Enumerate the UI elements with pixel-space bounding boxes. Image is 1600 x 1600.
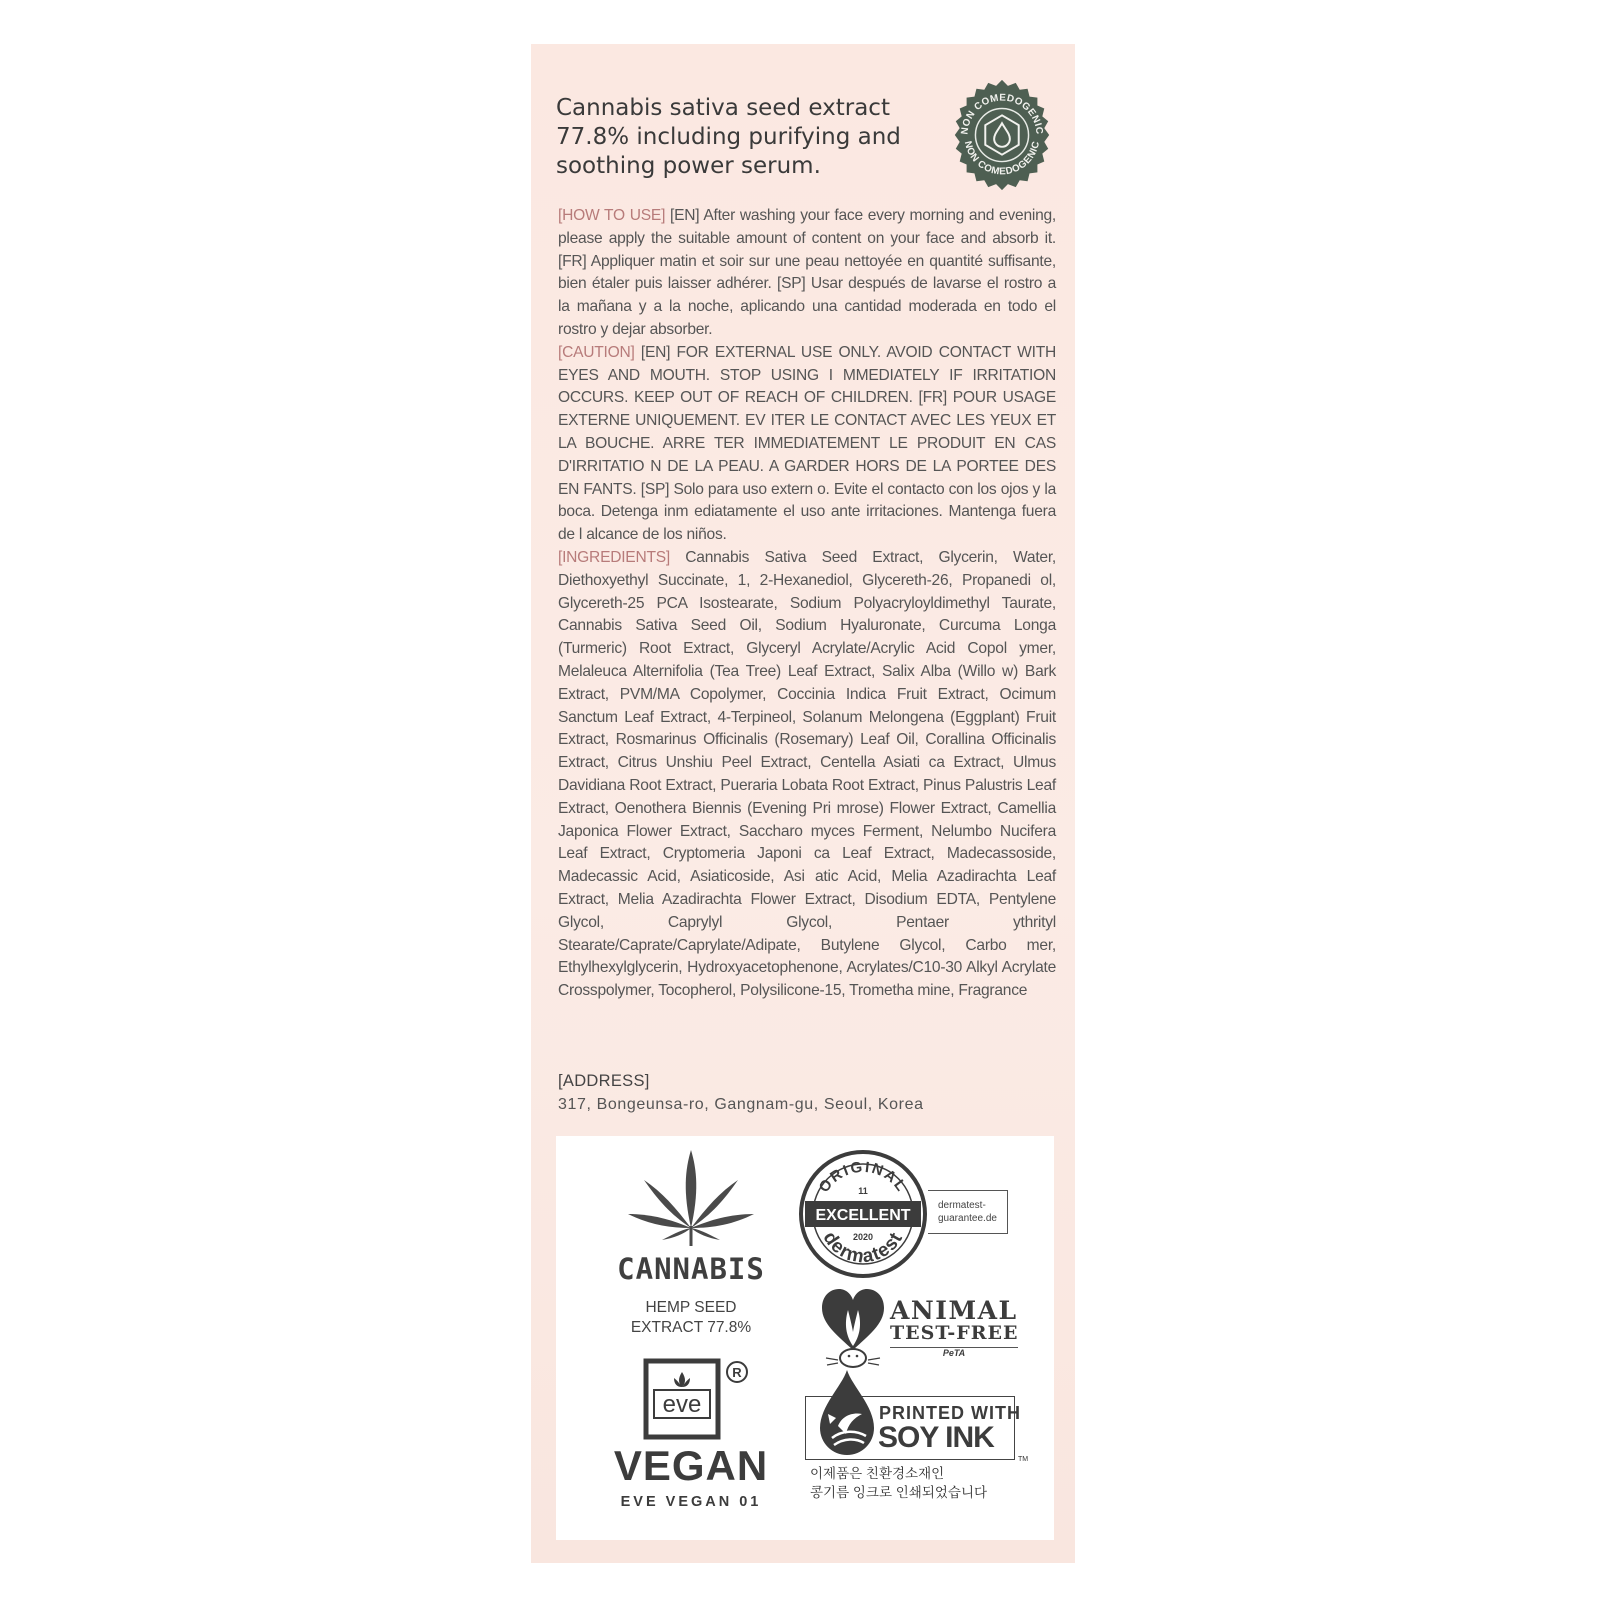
trademark-mark: TM [1018,1456,1029,1463]
how-to-use-label: [HOW TO USE] [558,207,666,224]
product-box-back-panel [531,44,1075,1563]
svg-text:R: R [732,1365,742,1380]
svg-text:11: 11 [858,1186,868,1196]
printed-with-text: PRINTED WITH [879,1403,1021,1423]
caution-text: [EN] FOR EXTERNAL USE ONLY. AVOID CONTACT WITH EYES AND MOUTH. STOP USING I MMEDIATELY IF IRRITATION OCCURS. KEEP OUT OF REACH OF CHILDREN. [FR] POUR USAGE EXTERNE UNIQUEMENT. EV ITER LE CONTACT AVEC LES YEUX ET LA BOUCHE. ARRE TER IMMEDIATEMENT LE PRODUIT EN CAS D'IRRITATIO N DE LA PEAU. A GARDER HORS DE LA PORTEE DES EN FANTS. [SP] Solo para uso extern o. Evite el contacto con los ojos y la boca. Detenga inm ediatamente el uso ante irritaciones. Mantenga fuera de l alcance de los niños. [558,343,1056,544]
eve-vegan-logo-icon [643,1358,751,1440]
usage-caution-ingredients-text [558,205,1056,1003]
soy-ink-drop-icon [812,1368,882,1460]
dermatest-excellent-seal-icon [797,1148,929,1280]
non-comedogenic-seal-icon [943,76,1061,194]
svg-text:NON COMEDOGENIC: NON COMEDOGENIC [961,140,1043,178]
product-headline: Cannabis sativa seed extract 77.8% including purifying and soothing power serum. [556,95,901,179]
ingredients-label: [INGREDIENTS] [558,548,670,566]
soy-ink-text: SOY INK [878,1421,994,1454]
korean-soy-ink-notice: 이제품은 친환경소재인 콩기름 잉크로 인쇄되었습니다 [810,1466,988,1500]
caution-label: [CAUTION] [558,343,635,361]
svg-text:dermatest: dermatest [818,1227,908,1268]
svg-text:EXCELLENT: EXCELLENT [815,1207,911,1224]
ingredients-text: Cannabis Sativa Seed Extract, Glycerin, Water, Diethoxyethyl Succinate, 1, 2-Hexanediol, Glycereth-26, Propanedi ol, Glycereth-25 PCA Isostearate, Sodium Polyacryloyldimethyl Taurate, Cannabis Sativa Seed Oil, Sodium Hyaluronate, Curcuma Longa (Turmeric) Root Extract, Glyceryl Acrylate/Acrylic Acid Copol ymer, Melaleuca Alternifolia (Tea Tree) Leaf Extract, Salix Alba (Willo w) Bark Extract, PVM/MA Copolymer, Coccinia Indica Fruit Extract, Ocimum Sanctum Leaf Extract, 4-Terpineol, Solanum Melongena (Eggplant) Fruit Extract, Rosmarinus Officinalis (Rosemary) Leaf Oil, Corallina Officinalis Extract, Citrus Unshiu Peel Extract, Centella Asiati ca Extract, Ulmus Davidiana Root Extract, Pueraria Lobata Root Extract, Pinus Palustris Leaf Extract, Oenothera Biennis (Evening Pri mrose) Flower Extract, Camellia Japonica Flower Extract, Saccharo myces Ferment, Nelumbo Nucifera Leaf Extract, Cryptomeria Japoni ca Leaf Extract, Madecassoside, Madecassic Acid, Asiaticoside, Asi atic Acid, Melia Azadirachta Leaf Extract, Melia Azadirachta Flower Extract, Disodium EDTA, Pentylene Glycol, Caprylyl Glycol, Pentaer ythrityl Stearate/Caprate/Caprylate/Adipate, Butylene Glycol, Carbo mer, Ethylhexylglycerin, Hydroxyacetophenone, Acrylates/C10-30 Alkyl Acrylate Crosspolymer, Tocopherol, Polysilicone-15, Trometha mine, Fragrance [558,548,1056,1000]
address-label: [ADDRESS] [558,1072,650,1090]
how-to-use-text: [EN] After washing your face every morning and evening, please apply the suitable amount of content on your face and absorb it. [FR] Appliquer matin et soir sur une peau nettoyée en quantité suffisante, bien étaler puis laisser adhérer. [SP] Usar después de lavarse el rostro a la mañana y a la noche, aplicando una cantidad moderada en todo el rostro y dejar absorber. [558,207,1057,338]
svg-text:2020: 2020 [852,1232,874,1242]
certification-panel [556,1136,1054,1540]
eve-vegan-01-text: EVE VEGAN 01 [620,1494,762,1510]
cannabis-leaf-icon [624,1148,758,1248]
vegan-title: VEGAN [613,1442,769,1489]
hemp-seed-extract-text: HEMP SEED EXTRACT 77.8% [630,1299,752,1336]
animal-test-free-badge: ANIMAL TEST-FREE PeTA [890,1296,1019,1358]
dermatest-url: dermatest- guarantee.de [928,1190,1008,1234]
svg-text:NON COMEDOGENIC: NON COMEDOGENIC [959,92,1045,136]
svg-text:eve: eve [662,1391,702,1418]
address-text: 317, Bongeunsa-ro, Gangnam-gu, Seoul, Korea [558,1096,924,1113]
cannabis-badge-title: CANNABIS [617,1252,765,1286]
bunny-heart-icon [818,1286,888,1372]
svg-text:ORIGINAL: ORIGINAL [815,1158,911,1196]
